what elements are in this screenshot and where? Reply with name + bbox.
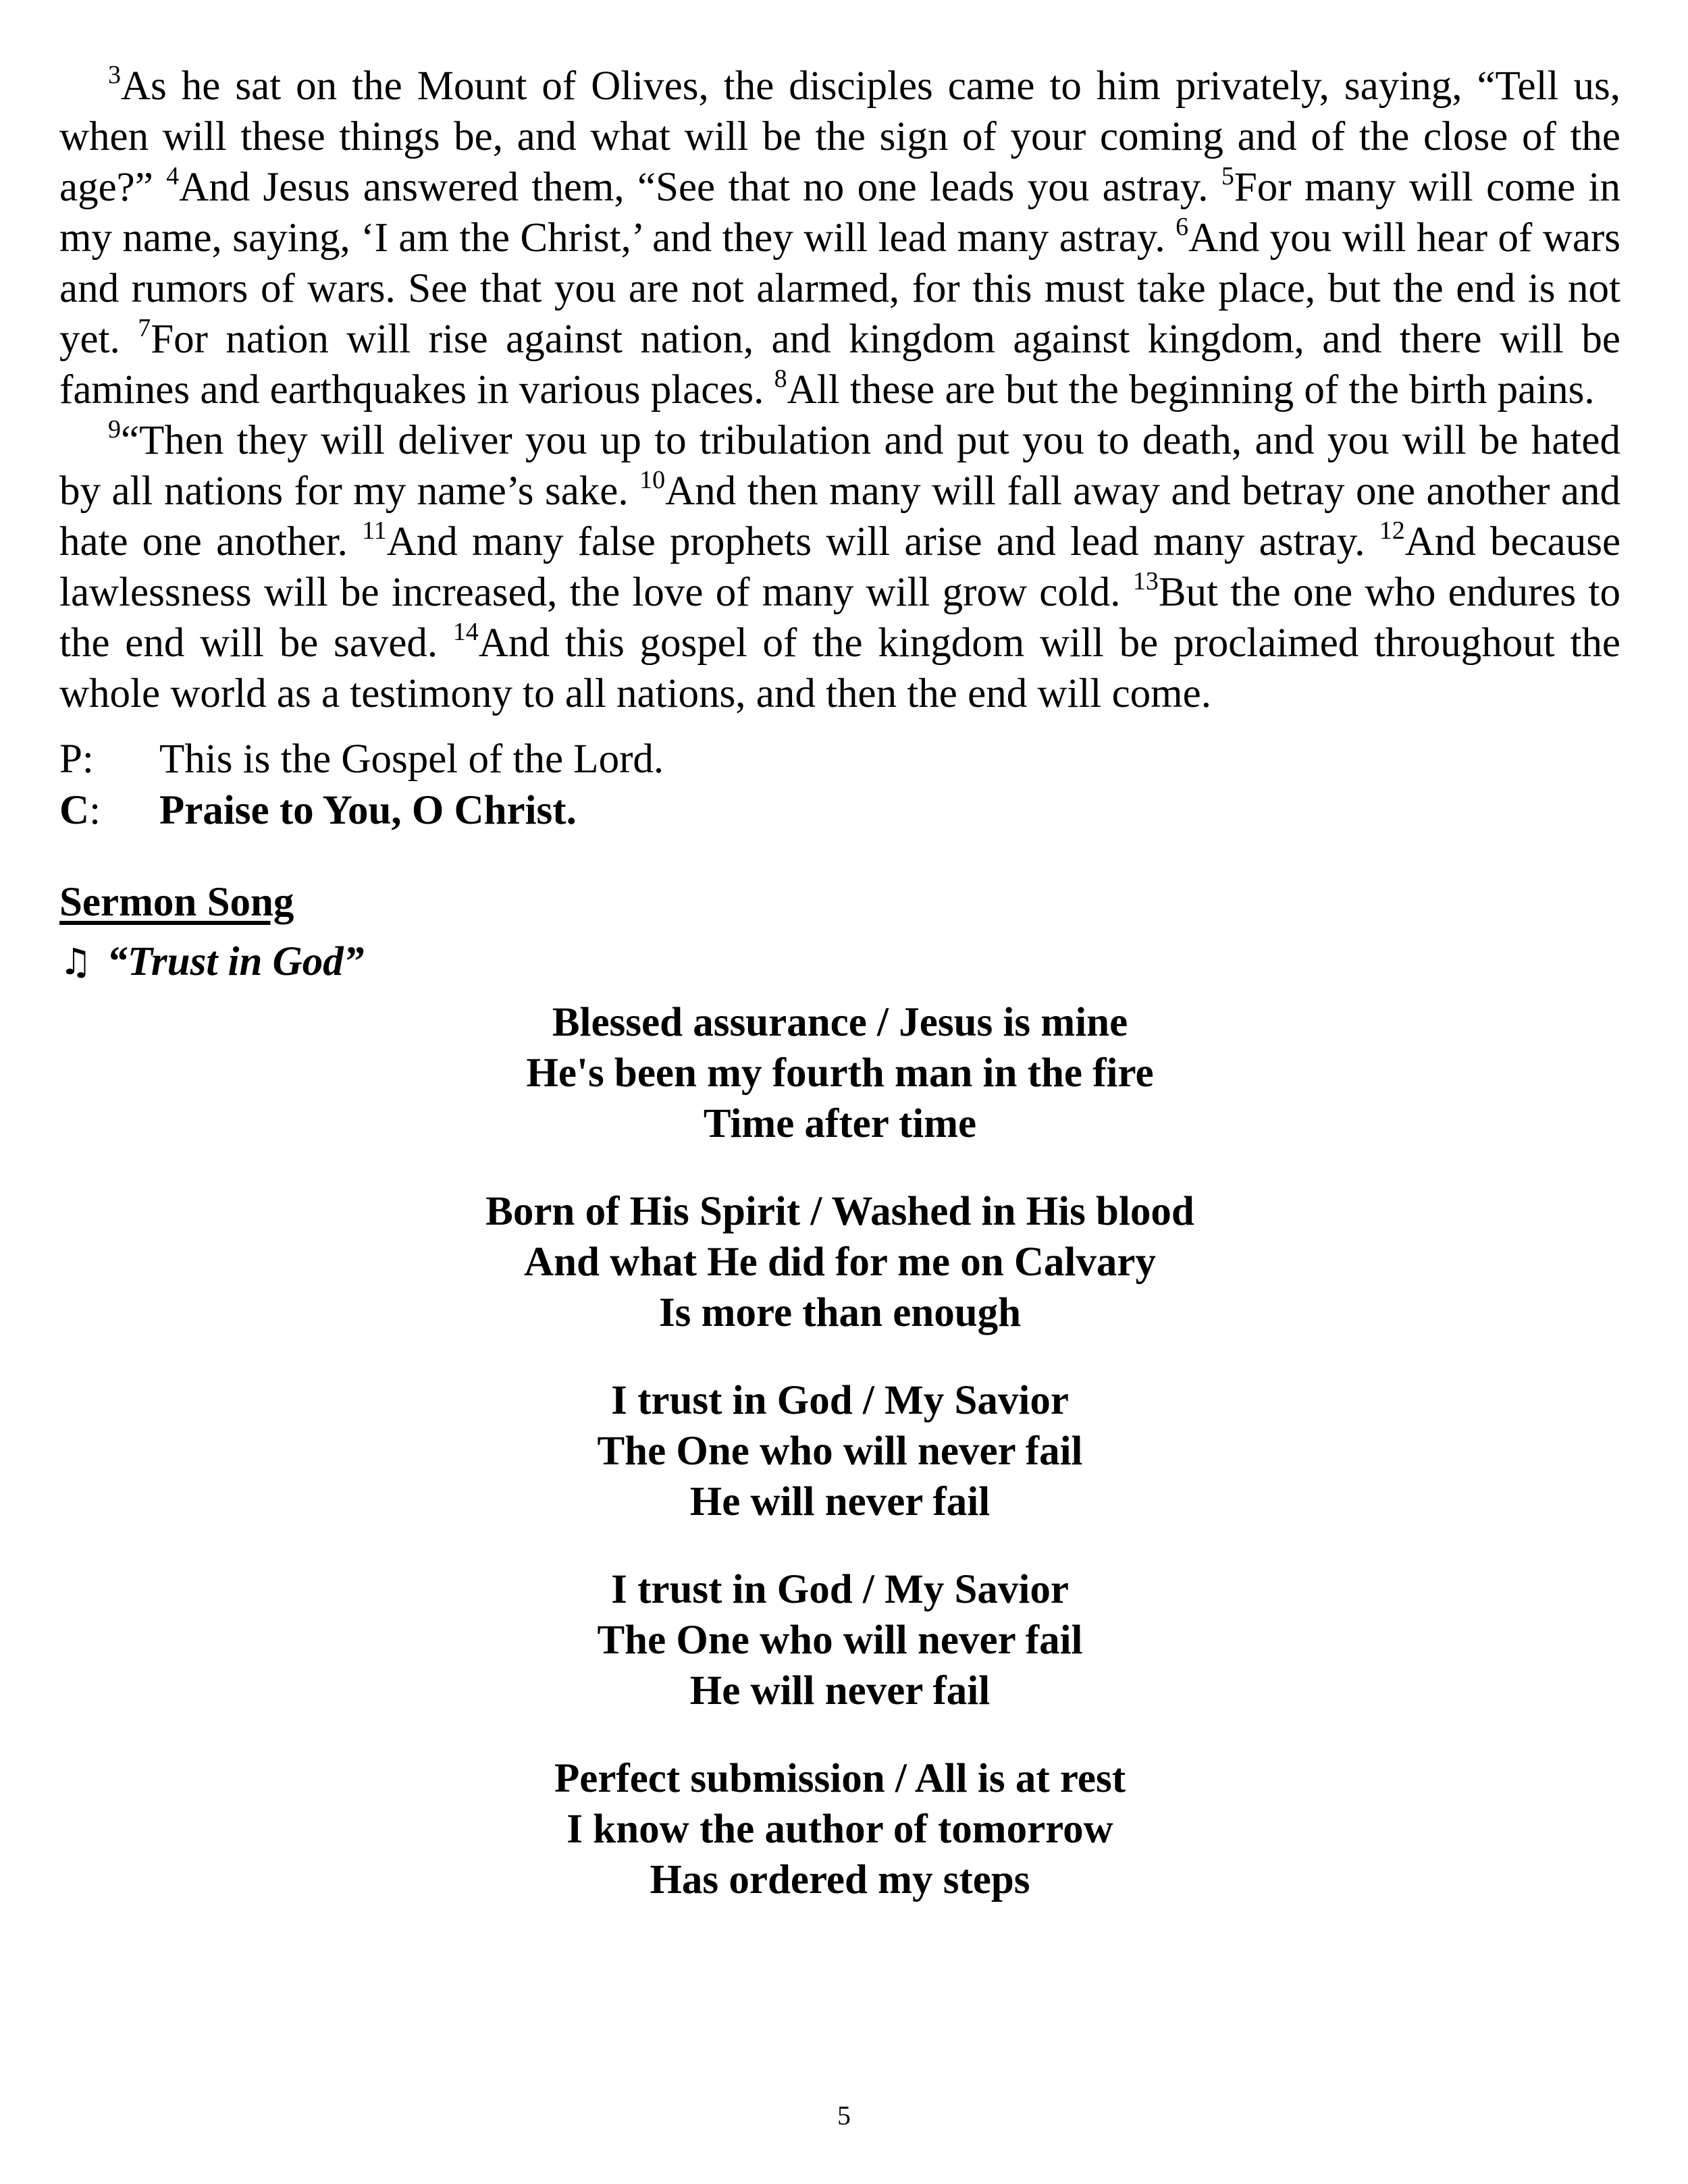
verse-number: 5 bbox=[1221, 162, 1234, 190]
verse-text: But the one who endures to the end will be saved. bbox=[59, 570, 1620, 666]
congregation-text: Praise to You, O Christ. bbox=[159, 788, 577, 833]
pastor-text: This is the Gospel of the Lord. bbox=[159, 737, 664, 782]
lyric-line: Perfect submission / All is at rest bbox=[554, 1756, 1126, 1801]
verse-number: 10 bbox=[639, 466, 666, 494]
verse-number: 8 bbox=[774, 365, 787, 393]
verse-text: For nation will rise against nation, and kingdom against kingdom, and there will be famines and earthquakes in various places. bbox=[59, 317, 1620, 412]
congregation-line bbox=[59, 785, 1620, 836]
scripture-paragraph-1 bbox=[59, 61, 1620, 415]
verse-number: 12 bbox=[1379, 516, 1405, 545]
lyric-line: He's been my fourth man in the fire bbox=[526, 1050, 1154, 1096]
verse-number: 13 bbox=[1132, 567, 1159, 595]
stanza-3 bbox=[59, 1375, 1620, 1527]
song-lyrics bbox=[59, 997, 1620, 1905]
verse-text: “Then they will deliver you up to tribulation and put you to death, and you will be hated by all nations for my name’s sake. bbox=[59, 418, 1620, 514]
lyric-line: I trust in God / My Savior bbox=[611, 1378, 1069, 1423]
page-number: 5 bbox=[837, 2100, 851, 2131]
music-note-icon: ♫ bbox=[59, 940, 93, 983]
stanza-5 bbox=[59, 1753, 1620, 1905]
verse-text: And Jesus answered them, “See that no one leads you astray. bbox=[179, 165, 1221, 210]
verse-text: And then many will fall away and betray one another and hate one another. bbox=[59, 469, 1620, 564]
verse-text: And because lawlessness will be increased, the love of many will grow cold. bbox=[59, 519, 1621, 615]
lyric-line: I know the author of tomorrow bbox=[566, 1807, 1113, 1852]
verse-number: 9 bbox=[108, 415, 121, 444]
lyric-line: He will never fail bbox=[689, 1668, 991, 1713]
pastor-label: P: bbox=[59, 737, 94, 782]
verse-number: 6 bbox=[1176, 213, 1189, 241]
scripture-paragraph-2 bbox=[59, 415, 1620, 719]
verse-number: 3 bbox=[108, 61, 121, 89]
verse-text: As he sat on the Mount of Olives, the disciples came to him privately, saying, “Tell us, when will these things be, and what will be the sign of your coming and of the close of the age?” bbox=[59, 63, 1620, 210]
stanza-4 bbox=[59, 1564, 1620, 1716]
song-title bbox=[59, 936, 1620, 988]
verse-text: And this gospel of the kingdom will be proclaimed throughout the whole world as a testimony to all nations, and then the end will come. bbox=[59, 620, 1620, 716]
lyric-line: The One who will never fail bbox=[597, 1618, 1083, 1663]
gospel-response bbox=[59, 734, 1620, 836]
verse-text: And you will hear of wars and rumors of wars. See that you are not alarmed, for this must take place, but the end is not yet. bbox=[59, 215, 1620, 362]
verse-text: All these are but the beginning of the birth pains. bbox=[787, 367, 1595, 412]
lyric-line: Blessed assurance / Jesus is mine bbox=[552, 1000, 1128, 1045]
verse-text: For many will come in my name, saying, ‘I am the Christ,’ and they will lead many astray. bbox=[59, 165, 1620, 261]
stanza-2 bbox=[59, 1186, 1620, 1338]
lyric-line: I trust in God / My Savior bbox=[611, 1567, 1069, 1612]
verse-number: 14 bbox=[452, 618, 479, 646]
lyric-line: Born of His Spirit / Washed in His blood bbox=[485, 1189, 1194, 1234]
lyric-line: The One who will never fail bbox=[597, 1429, 1083, 1474]
bulletin-page bbox=[59, 61, 1620, 1942]
song-title-text: “Trust in God” bbox=[107, 939, 365, 984]
lyric-line: Has ordered my steps bbox=[650, 1857, 1030, 1902]
lyric-line: Time after time bbox=[703, 1101, 977, 1146]
verse-text: And many false prophets will arise and lead many astray. bbox=[386, 519, 1379, 564]
lyric-line: And what He did for me on Calvary bbox=[524, 1240, 1156, 1285]
lyric-line: Is more than enough bbox=[658, 1290, 1022, 1335]
sermon-song-heading: Sermon Song bbox=[59, 880, 294, 925]
congregation-label: C: bbox=[59, 788, 101, 833]
verse-number: 7 bbox=[138, 314, 151, 342]
pastor-line bbox=[59, 734, 1620, 785]
scripture-reading bbox=[59, 61, 1620, 719]
stanza-1 bbox=[59, 997, 1620, 1149]
lyric-line: He will never fail bbox=[689, 1479, 991, 1524]
verse-number: 11 bbox=[362, 516, 387, 545]
verse-number: 4 bbox=[166, 162, 180, 190]
